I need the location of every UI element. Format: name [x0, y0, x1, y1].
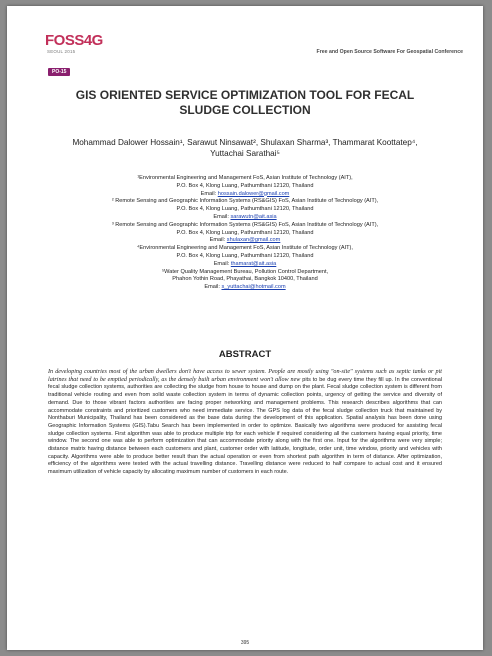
abstract-text: pits to be dug every time they fill up. In the conventional fecal sludge collection systems, authorities are collecting the sludge from house to house and dump on the plant. Fecal sludge collection system is different from traditional vehicle routing and even from solid waste collection system in terms of dynamic collection points, urgency of getting the service and diversity of demand. Due to those vibrant factors authorities are facing proper networking and management problems. This research describes algorithms that can accommodate constraints and prioritized customers who need immediate service. The GPS log data of the fecal sludge collection truck that maintained by Nonthaburi Municipality, Thailand has been considered as the base data during the development of this application. Spatial analysis has been done using Geographic Information Systems (GIS).Tabu Search has been implemented in order to optimize. Basically two algorithms were produced for assisting fecal sludge collection systems. First algorithm was able to produce multiple trip for each vehicle if required considering all the customers having equal priority, time window. The second one was able to perform optimization that can accommodate priority along with the first one. Input for the algorithms were very simple; distance matrix having distance between each customers and plant, customer order with latitude, longitude, order unit, time window, priority and vehicles with capacity. Algorithms were able to produce better result than the actual operation or even from shortest path algorithm in term of distance. After optimization, efficiency of the algorithms were tested with the actual travelling distance. Travelling distance were reduced to half compare to actual cost and it ensured maximum utilization of vehicle capacity by allocating maximum number of customers in each route.: [48, 376, 442, 476]
affiliation-4: [67, 245, 423, 268]
affiliation-email-line: [67, 261, 423, 269]
email-link[interactable]: shulaxan@gmail.com: [226, 237, 281, 244]
affiliation-line: P.O. Box 4, Klong Luang, Pathumthani 12120, Thailand: [176, 229, 314, 236]
email-link[interactable]: hossain.dalower@gmail.com: [217, 190, 290, 197]
affiliation-line: ³ Remote Sensing and Geographic Information Systems (RS&GIS) FoS, Asian Institute of Technology (AIT),: [111, 221, 379, 228]
email-link[interactable]: thamarat@ait.asia: [230, 260, 277, 267]
affiliation-2: [67, 198, 423, 221]
abstract-italic-text: In developing countries most of the urban dwellers don't have access to sewer system. People are mostly using "on-site" systems such as septic tanks or pit latrines that need to be emptied periodically, as the densely built urban environment won't allow new: [48, 369, 442, 383]
affiliations: [67, 175, 423, 292]
affiliation-email-line: [67, 237, 423, 245]
affiliation-line: P.O. Box 4, Klong Luang, Pathumthani 12120, Thailand: [176, 206, 314, 213]
affiliation-line: Phahon Yothin Road, Phayathai, Bangkok 10400, Thailand: [172, 276, 318, 283]
affiliation-line: ² Remote Sensing and Geographic Information Systems (RS&GIS) FoS, Asian Institute of Technology (AIT),: [111, 198, 379, 205]
logo-text: FOSS4G: [45, 32, 103, 49]
affiliation-line: ⁴Environmental Engineering and Management FoS, Asian Institute of Technology (AIT),: [137, 245, 353, 252]
affiliation-line: ¹Environmental Engineering and Management FoS, Asian Institute of Technology (AIT),: [137, 175, 353, 181]
affiliation-3: [67, 222, 423, 245]
email-label: Email:: [209, 237, 226, 244]
affiliation-line: P.O. Box 4, Klong Luang, Pathumthani 12120, Thailand: [176, 182, 314, 189]
logo-subtext: SEOUL 2015: [47, 49, 76, 54]
affiliation-5: [67, 269, 423, 292]
abstract-body: [48, 369, 442, 477]
email-label: Email:: [213, 213, 229, 220]
email-label: Email:: [200, 190, 217, 197]
author-list: Mohammad Dalower Hossain¹, Sarawut Ninsawat², Shulaxan Sharma³, Thammarat Koottatep⁴, Yuttachai Sarathai⁵: [72, 138, 418, 158]
affiliation-1: [67, 175, 423, 198]
abstract-heading: ABSTRACT: [218, 349, 272, 360]
affiliation-line: ⁵Water Quality Management Bureau, Pollution Control Department,: [161, 268, 329, 275]
paper-page: [7, 6, 483, 650]
affiliation-email-line: [67, 214, 423, 222]
email-label: Email:: [213, 260, 230, 267]
paper-title: GIS ORIENTED SERVICE OPTIMIZATION TOOL FOR FECAL SLUDGE COLLECTION: [75, 88, 415, 117]
email-link[interactable]: sarawutn@ait.asia: [230, 213, 277, 220]
affiliation-email-line: [67, 284, 423, 292]
paper-id-badge: PO-15: [48, 68, 70, 76]
conference-header: Free and Open Source Software For Geospatial Conference: [316, 49, 463, 55]
email-link[interactable]: s_yuttachai@hotmail.com: [221, 284, 286, 291]
affiliation-email-line: [67, 191, 423, 199]
page-number: 395: [240, 640, 250, 646]
affiliation-line: P.O. Box 4, Klong Luang, Pathumthani 12120, Thailand: [176, 252, 314, 259]
email-label: Email:: [204, 284, 220, 291]
conference-logo: [45, 33, 105, 59]
